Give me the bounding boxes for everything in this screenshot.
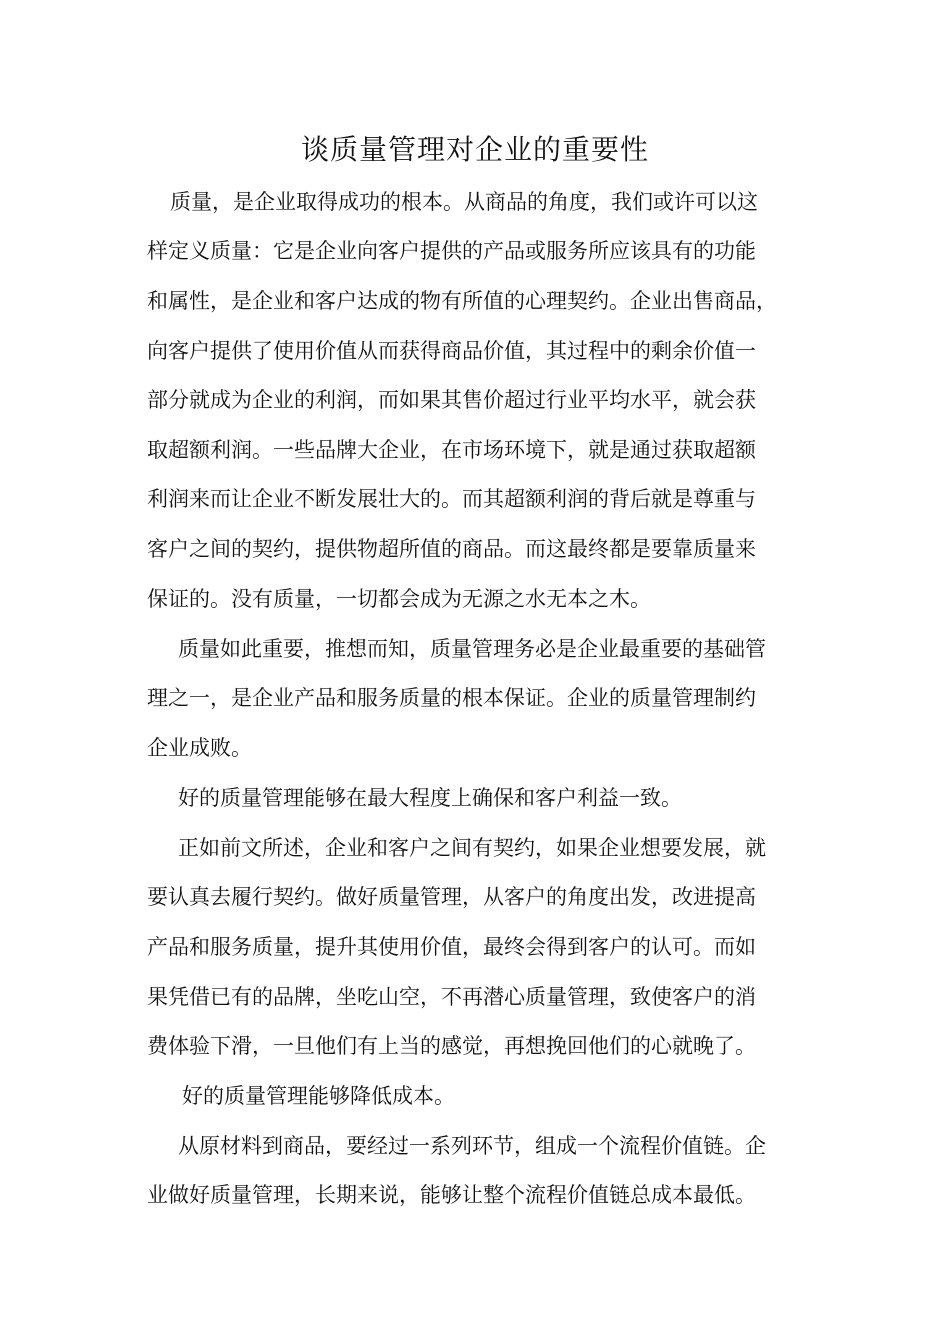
paragraph-line: 客户之间的契约，提供物超所值的商品。而这最终都是要靠质量来 <box>147 537 756 561</box>
paragraph-line: 产品和服务质量，提升其使用价值，最终会得到客户的认可。而如 <box>147 935 756 959</box>
paragraph-line: 取超额利润。一些品牌大企业，在市场环境下，就是通过获取超额 <box>147 438 756 462</box>
paragraph-line: 业做好质量管理，长期来说，能够让整个流程价值链总成本最低。 <box>147 1183 756 1207</box>
paragraph-line: 质量如此重要，推想而知，质量管理务必是企业最重要的基础管 <box>178 637 766 661</box>
paragraph-line: 利润来而让企业不断发展壮大的。而其超额利润的背后就是尊重与 <box>147 487 756 511</box>
paragraph-line: 要认真去履行契约。做好质量管理，从客户的角度出发，改进提高 <box>147 885 756 909</box>
paragraph-line: 质量，是企业取得成功的根本。从商品的角度，我们或许可以这 <box>170 190 758 214</box>
paragraph-line: 好的质量管理能够降低成本。 <box>182 1084 455 1108</box>
paragraph-line: 和属性，是企业和客户达成的物有所值的心理契约。企业出售商品， <box>147 289 777 313</box>
paragraph-line: 果凭借已有的品牌，坐吃山空，不再潜心质量管理，致使客户的消 <box>147 985 756 1009</box>
paragraph-line: 从原材料到商品，要经过一系列环节，组成一个流程价值链。企 <box>178 1134 766 1158</box>
paragraph-line: 好的质量管理能够在最大程度上确保和客户利益一致。 <box>178 786 682 810</box>
paragraph-line: 样定义质量：它是企业向客户提供的产品或服务所应该具有的功能 <box>147 239 756 263</box>
paragraph-line: 保证的。没有质量，一切都会成为无源之水无本之木。 <box>147 587 651 611</box>
paragraph-line: 正如前文所述，企业和客户之间有契约，如果企业想要发展，就 <box>178 836 766 860</box>
paragraph-line: 向客户提供了使用价值从而获得商品价值，其过程中的剩余价值一 <box>147 339 756 363</box>
paragraph-line: 理之一，是企业产品和服务质量的根本保证。企业的质量管理制约 <box>147 686 756 710</box>
paragraph-line: 部分就成为企业的利润，而如果其售价超过行业平均水平，就会获 <box>147 388 756 412</box>
document-title: 谈质量管理对企业的重要性 <box>300 133 649 166</box>
paragraph-line: 费体验下滑，一旦他们有上当的感觉，再想挽回他们的心就晚了。 <box>147 1034 756 1058</box>
paragraph-line: 企业成败。 <box>147 736 252 760</box>
